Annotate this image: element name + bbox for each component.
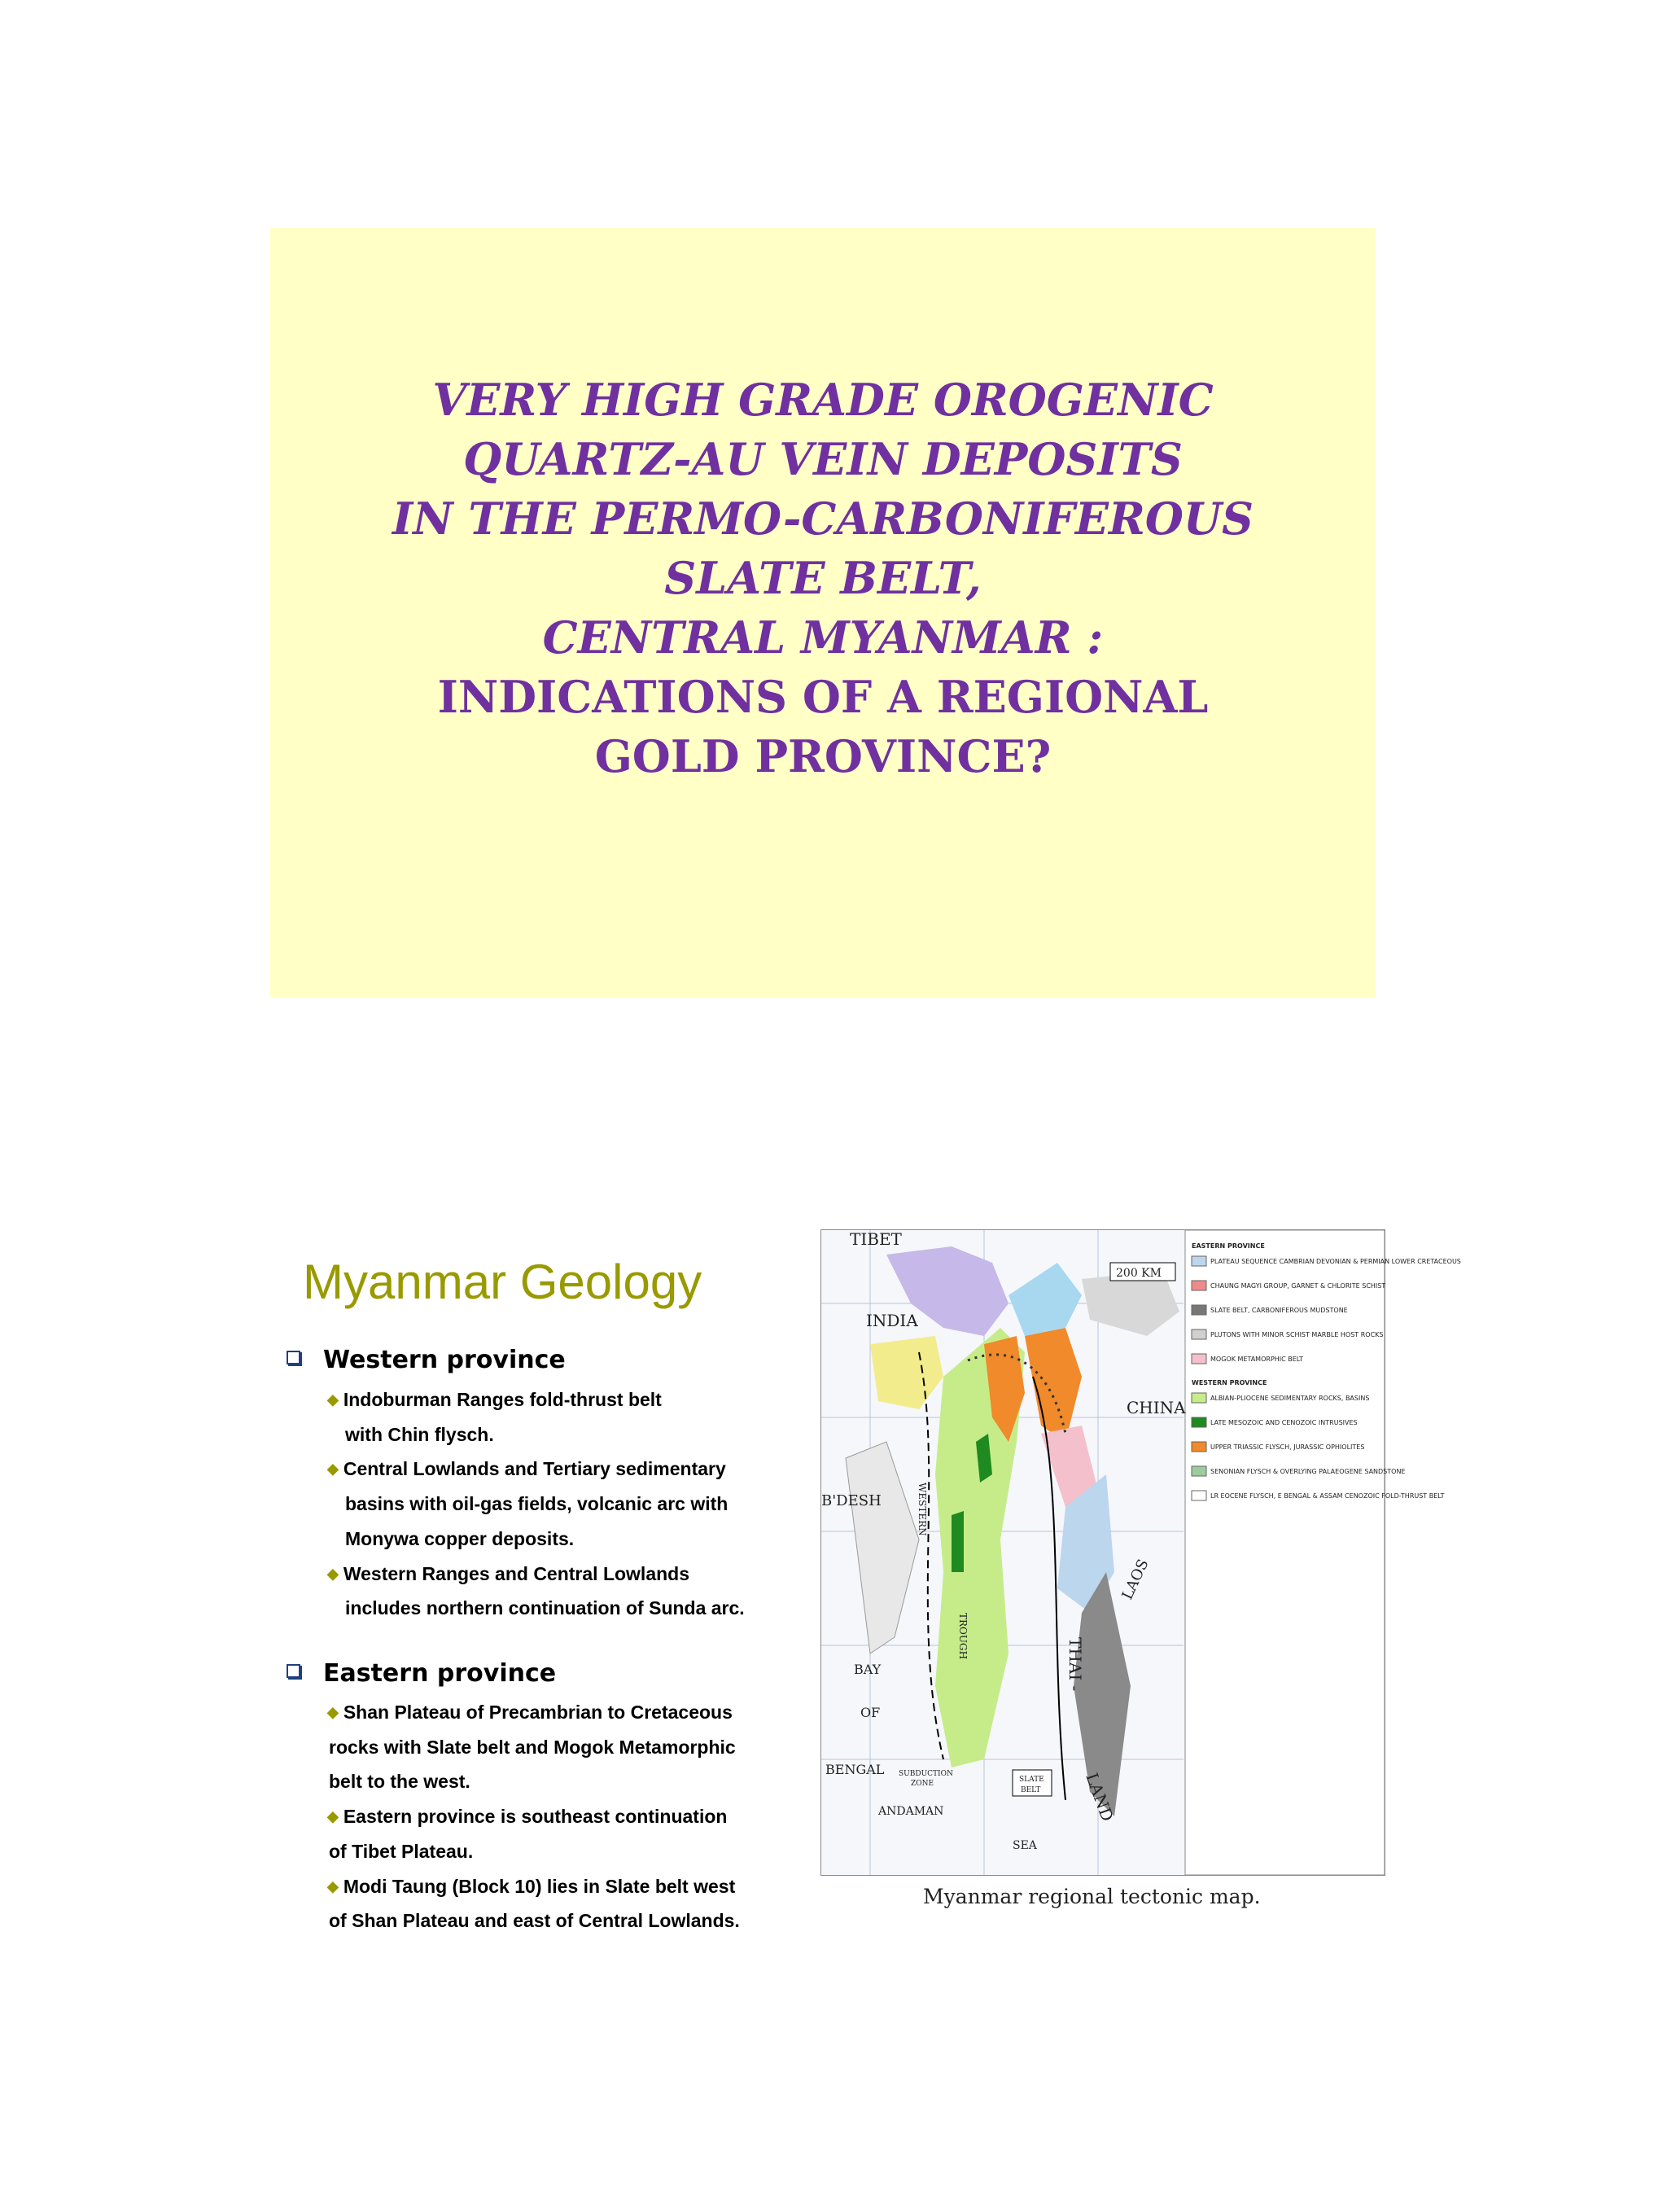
label-sea: SEA [1013,1839,1037,1852]
legend-swatch [1192,1417,1206,1427]
legend-swatch [1192,1491,1206,1500]
title-line: VERY HIGH GRADE OROGENIC [432,374,1214,426]
label-bay: BAY [854,1662,882,1677]
bullet-line: ◆ Shan Plateau of Precambrian to Cretaceous [327,1702,733,1723]
label-thai: THAI - [1065,1637,1085,1692]
label-andaman: ANDAMAN [878,1805,944,1818]
diamond-bullet-icon: ◆ [327,1565,339,1582]
checkbox-bullet-icon [287,1351,300,1364]
diamond-bullet-icon: ◆ [327,1461,339,1478]
label-of: OF [860,1705,881,1720]
legend-label: LR EOCENE FLYSCH, E BENGAL & ASSAM CENOZOIC FOLD-THRUST BELT [1210,1492,1445,1500]
title-line: INDICATIONS OF A REGIONAL [437,671,1209,723]
section-heading-eastern: Eastern province [287,1659,556,1688]
diamond-bullet-icon: ◆ [327,1808,339,1825]
region-orange-east [1025,1328,1082,1442]
bullet-line: ◆ Eastern province is southeast continuation [327,1806,728,1828]
bullet-line: of Tibet Plateau. [329,1840,474,1862]
map-caption: Myanmar regional tectonic map. [923,1885,1261,1908]
region-yellow [870,1336,943,1409]
label-slate: SLATE [1019,1776,1044,1784]
label-tibet: TIBET [850,1229,902,1249]
section-heading-western: Western province [287,1346,566,1374]
bullet-line: ◆ Central Lowlands and Tertiary sedimentary [327,1458,726,1480]
legend-swatch [1192,1442,1206,1452]
diamond-bullet-icon: ◆ [327,1391,339,1408]
tectonic-map [820,1229,1461,1876]
legend-label: MOGOK METAMORPHIC BELT [1210,1356,1304,1363]
bullet-line: Monywa copper deposits. [345,1527,575,1549]
title-line: GOLD PROVINCE? [594,730,1052,782]
label-bengal: BENGAL [825,1762,885,1777]
legend-swatch [1192,1329,1206,1339]
label-china: CHINA [1127,1398,1186,1417]
label-trough: TROUGH [957,1613,969,1660]
label-western: WESTERN [917,1483,928,1536]
legend-label: LATE MESOZOIC AND CENOZOIC INTRUSIVES [1210,1419,1358,1426]
label-zone: ZONE [911,1780,934,1788]
legend-label: ALBIAN-PLIOCENE SEDIMENTARY ROCKS, BASINS [1210,1395,1370,1402]
bullet-line: includes northern continuation of Sunda arc. [345,1597,745,1619]
label-belt: BELT [1021,1786,1041,1794]
legend-label: UPPER TRIASSIC FLYSCH, JURASSIC OPHIOLITES [1210,1443,1365,1451]
slide-title [270,370,1376,786]
legend-swatch [1192,1354,1206,1364]
region-blue-north [1009,1263,1082,1336]
label-bdesh: B'DESH [821,1492,882,1509]
bullet-line: of Shan Plateau and east of Central Lowlands. [329,1910,740,1932]
title-line: IN THE PERMO-CARBONIFEROUS [392,493,1254,545]
label-scale: 200 KM [1116,1267,1162,1280]
legend-label: CHAUNG MAGYI GROUP, GARNET & CHLORITE SCHIST [1210,1282,1386,1290]
legend-label: SENONIAN FLYSCH & OVERLYING PALAEOGENE SANDSTONE [1210,1468,1406,1475]
bullet-line: basins with oil-gas fields, volcanic arc with [345,1493,728,1515]
title-line: SLATE BELT, [664,552,982,604]
bullet-line: ◆ Modi Taung (Block 10) lies in Slate belt west [327,1875,736,1897]
legend-swatch [1192,1256,1206,1266]
diamond-bullet-icon: ◆ [327,1877,339,1894]
title-line: QUARTZ-AU VEIN DEPOSITS [463,433,1183,485]
legend-swatch [1192,1281,1206,1290]
bullet-line: ◆ Indoburman Ranges fold-thrust belt [327,1389,662,1410]
region-west [846,1442,919,1654]
label-subduction: SUBDUCTION [899,1770,953,1778]
label-land: LAND [1082,1770,1118,1824]
legend-heading-eastern: EASTERN PROVINCE [1192,1242,1265,1250]
label-india: INDIA [866,1311,918,1330]
bullet-line: with Chin flysch. [345,1423,494,1445]
legend-label: PLUTONS WITH MINOR SCHIST MARBLE HOST ROCKS [1210,1331,1384,1338]
geology-slide [270,1213,1461,2003]
diamond-bullet-icon: ◆ [327,1704,339,1720]
bullet-line: ◆ Western Ranges and Central Lowlands [327,1562,690,1584]
bullet-line: rocks with Slate belt and Mogok Metamorphic [329,1736,736,1758]
title-line: CENTRAL MYANMAR : [542,611,1104,664]
bullet-line: belt to the west. [329,1771,470,1793]
intrusive-green [952,1511,964,1572]
checkbox-bullet-icon [287,1664,300,1678]
label-laos: LAOS [1118,1557,1153,1603]
legend-swatch [1192,1305,1206,1315]
legend-swatch [1192,1393,1206,1403]
slide-heading: Myanmar Geology [303,1255,702,1309]
eastern-bullets [327,1695,740,1938]
legend-label: SLATE BELT, CARBONIFEROUS MUDSTONE [1210,1307,1348,1314]
western-bullets [327,1382,745,1626]
legend-heading-western: WESTERN PROVINCE [1192,1379,1267,1386]
legend-label: PLATEAU SEQUENCE CAMBRIAN DEVONIAN & PERMIAN LOWER CRETACEOUS [1210,1258,1461,1265]
legend-swatch [1192,1466,1206,1476]
title-slide [270,228,1376,997]
